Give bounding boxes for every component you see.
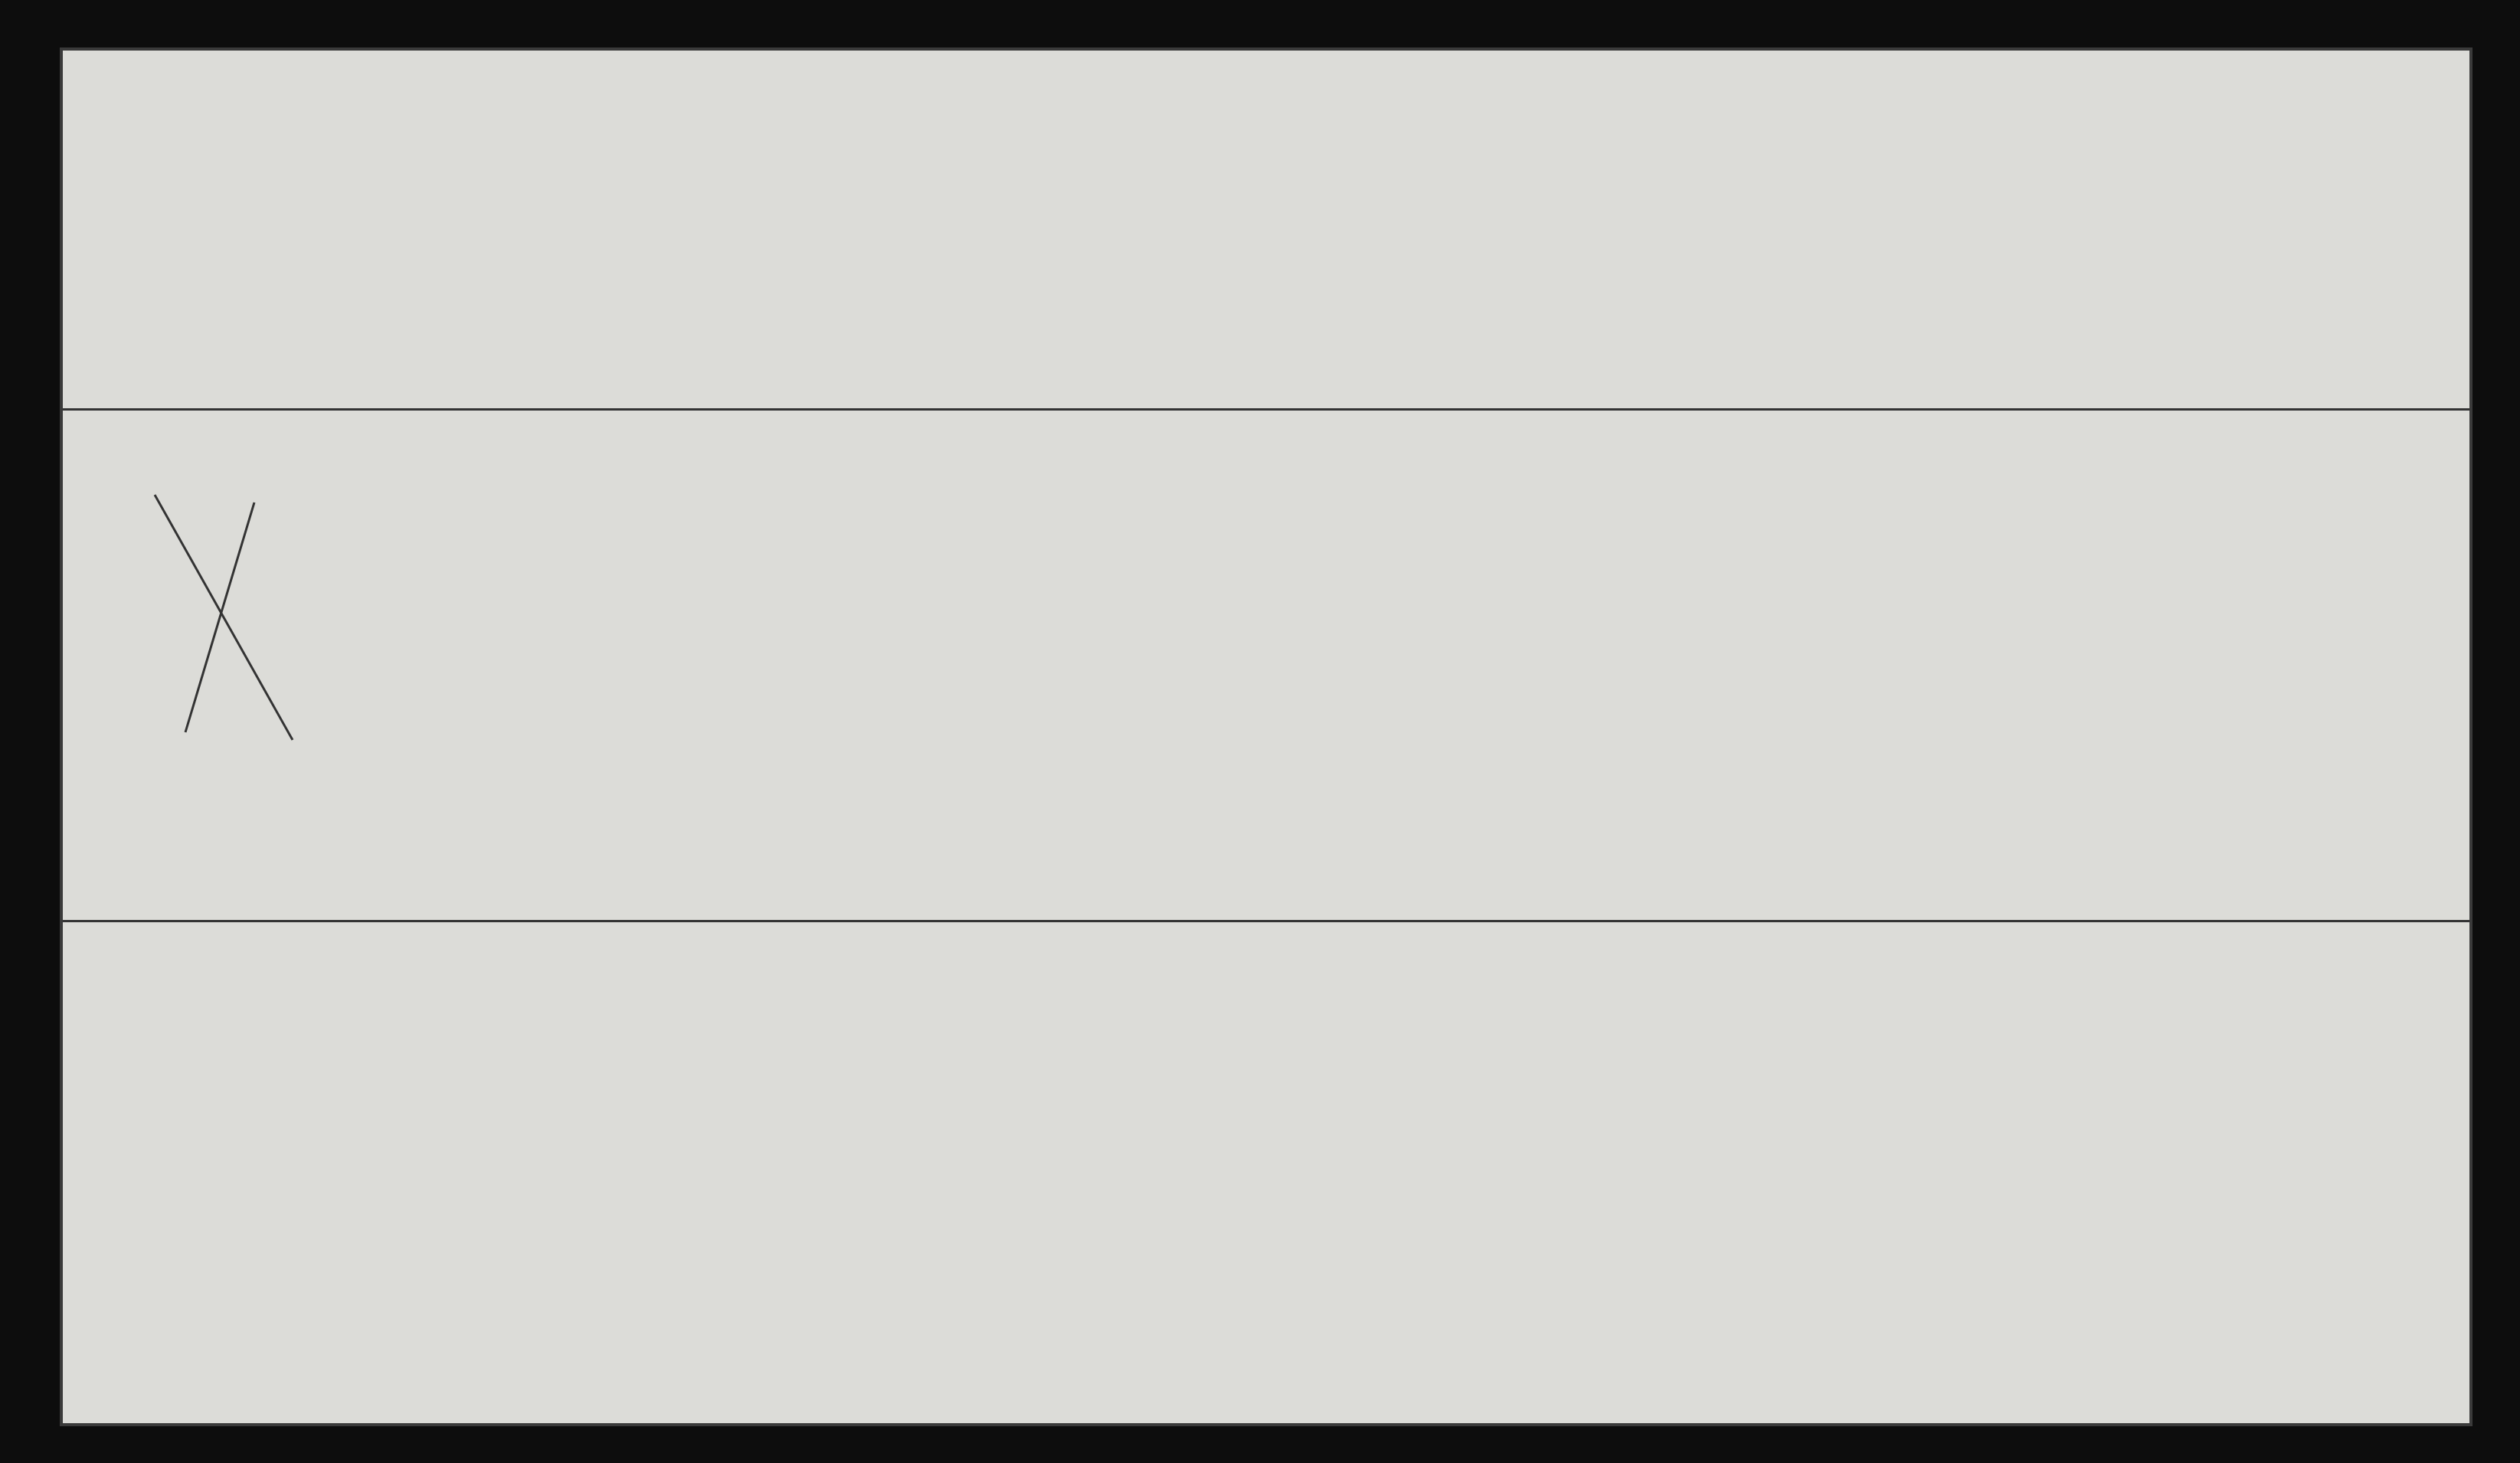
lease-table	[63, 922, 2469, 1423]
middle-section	[63, 411, 2469, 922]
census-card	[60, 47, 2473, 1426]
cross-mark-icon	[139, 479, 308, 755]
sowing-table	[63, 51, 2469, 411]
